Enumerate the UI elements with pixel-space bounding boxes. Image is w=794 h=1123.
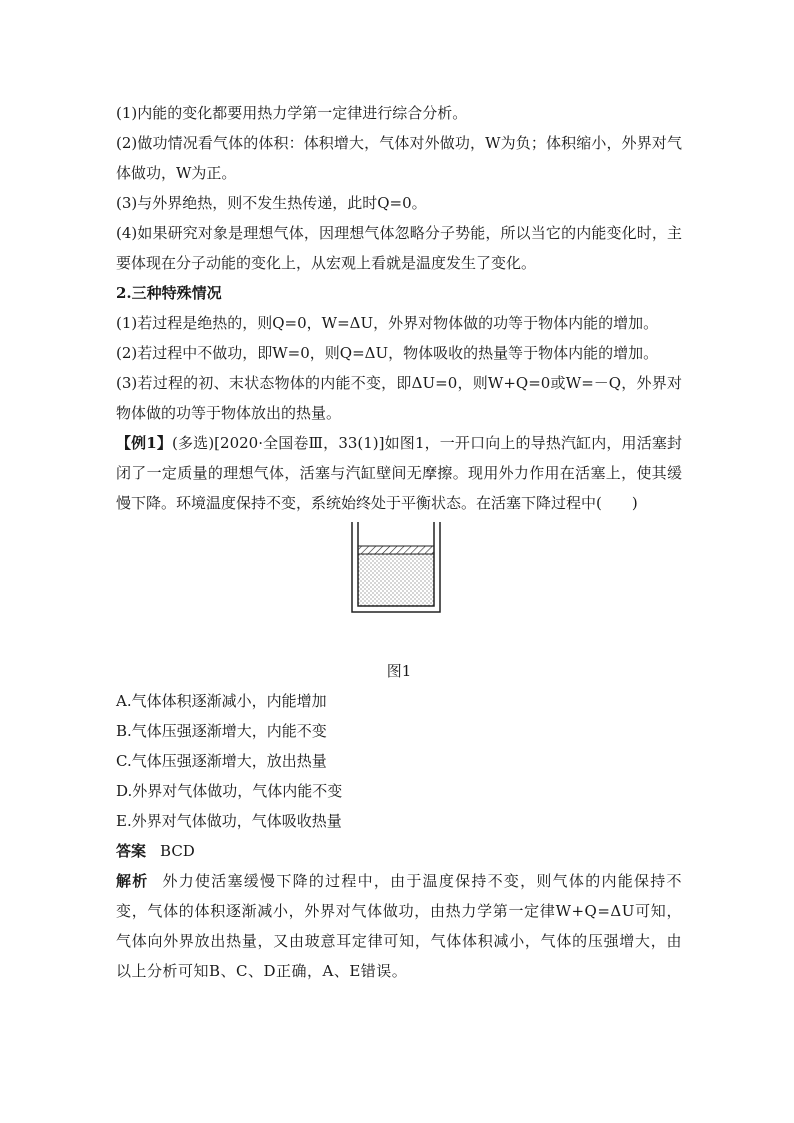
option-c: C.气体压强逐渐增大，放出热量	[116, 752, 327, 770]
option-b: B.气体压强逐渐增大，内能不变	[116, 722, 327, 740]
answer-line	[116, 836, 682, 866]
content-body	[116, 98, 682, 986]
section-title: 2.三种特殊情况	[116, 284, 222, 302]
option-d: D.外界对气体做功，气体内能不变	[116, 782, 343, 800]
point-3: (3)与外界绝热，则不发生热传递，此时Q=0。	[116, 194, 427, 212]
answer-label: 答案	[116, 842, 147, 860]
option-a: A.气体体积逐渐减小，内能增加	[116, 692, 327, 710]
case-2: (2)若过程中不做功，即W=0，则Q=ΔU，物体吸收的热量等于物体内能的增加。	[116, 344, 659, 362]
analysis-paragraph	[116, 866, 682, 986]
case-1: (1)若过程是绝热的，则Q=0，W=ΔU，外界对物体做的功等于物体内能的增加。	[116, 314, 659, 332]
case-3: (3)若过程的初、末状态物体的内能不变，即ΔU=0，则W+Q=0或W=－Q，外界对物体做的功等于物体放出的热量。	[116, 374, 682, 422]
cylinder-piston-diagram	[350, 522, 450, 614]
point-2: (2)做功情况看气体的体积：体积增大，气体对外做功，W为负；体积缩小，外界对气体做功，W为正。	[116, 134, 682, 182]
piston	[358, 546, 434, 554]
point-4: (4)如果研究对象是理想气体，因理想气体忽略分子势能，所以当它的内能变化时，主要体现在分子动能的变化上，从宏观上看就是温度发生了变化。	[116, 224, 682, 272]
figure-caption: 图1	[386, 662, 412, 680]
point-1: (1)内能的变化都要用热力学第一定律进行综合分析。	[116, 104, 468, 122]
example-1	[116, 428, 682, 518]
example-text: (多选)[2020·全国卷Ⅲ，33(1)]如图1，一开口向上的导热汽缸内，用活塞封闭了一定质量的理想气体，活塞与汽缸壁间无摩擦。现用外力作用在活塞上，使其缓慢下降。环境温度保持不变，系统始终处于平衡状态。在活塞下降过程中( )	[116, 434, 682, 512]
example-tag: 【例1】	[116, 434, 173, 452]
analysis-text: 外力使活塞缓慢下降的过程中，由于温度保持不变，则气体的内能保持不变，气体的体积逐渐减小，外界对气体做功，由热力学第一定律W+Q=ΔU可知，气体向外界放出热量，又由玻意耳定律可知，气体体积减小，气体的压强增大，由以上分析可知B、C、D正确，A、E错误。	[116, 872, 682, 980]
answer-value: BCD	[160, 842, 195, 860]
option-e: E.外界对气体做功，气体吸收热量	[116, 812, 342, 830]
figure-1	[116, 522, 682, 656]
gas-region	[358, 554, 434, 606]
analysis-label: 解析	[116, 872, 149, 890]
